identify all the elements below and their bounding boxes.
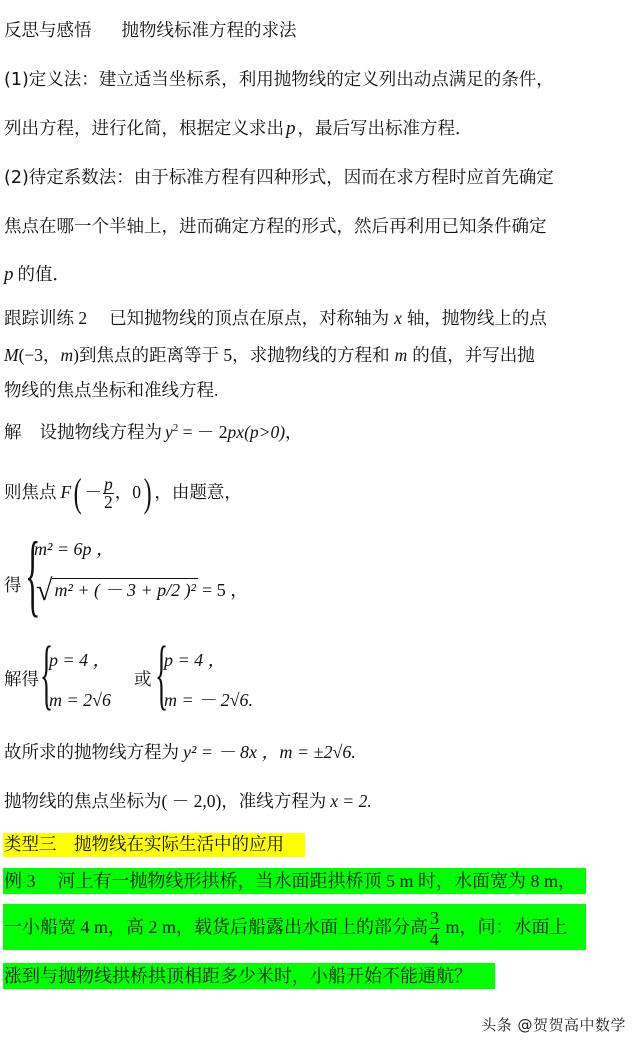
math: ( － 2,0) <box>161 791 222 811</box>
section-subtitle: 抛物线标准方程的求法 <box>121 21 297 41</box>
math: m² + ( － 3 + p/2 )² <box>54 580 197 600</box>
text: 的值． <box>17 265 70 285</box>
system-eq2 <box>36 573 248 608</box>
section-heading <box>4 19 297 43</box>
or-label: 或 <box>134 670 152 690</box>
text: 一小船宽 4 m，高 2 m，载货后船露出水面上的部分高 <box>4 917 428 937</box>
math: = － 2 <box>178 422 228 442</box>
section-title: 反思与感悟 <box>4 21 92 41</box>
text: 已知抛物线的顶点在原点，对称轴为 <box>109 308 390 328</box>
left-brace: { <box>155 630 169 717</box>
result2-eq1: p = 4 ， <box>164 650 226 670</box>
text: m，问：水面上 <box>441 917 568 937</box>
watermark: 头条 @贺贺高中数学 <box>481 1016 626 1034</box>
math: x = 2. <box>330 791 372 811</box>
left-brace: { <box>25 523 41 625</box>
conclusion-line1 <box>4 740 356 765</box>
solution-line2 <box>4 472 242 513</box>
denominator: 4 <box>430 929 439 950</box>
math: px <box>227 422 245 442</box>
denominator: 2 <box>104 491 113 512</box>
right-paren: ) <box>143 470 152 515</box>
math: － <box>84 482 103 502</box>
result2-eq2: m = － 2√6. <box>164 690 254 710</box>
text: ，最后写出标准方程． <box>297 119 473 139</box>
text: ，准线方程为 <box>221 792 327 812</box>
math: ，0 <box>114 482 142 502</box>
method1-line1: (1)定义法：建立适当坐标系，利用抛物线的定义列出动点满足的条件， <box>4 70 554 90</box>
solution-label: 解 <box>4 423 22 443</box>
text: 河上有一抛物线形拱桥，当水面距拱桥顶 5 m 时，水面宽为 8 m， <box>57 871 576 891</box>
var-x: x <box>394 308 402 328</box>
text: ， <box>285 423 303 443</box>
conclusion-line2 <box>4 789 372 814</box>
sqrt-content <box>52 578 198 601</box>
text: 轴，抛物线上的点 <box>406 308 547 328</box>
system-eq1: m² = 6p ， <box>34 539 115 559</box>
result1-eq2: m = 2√6 <box>49 690 112 710</box>
system-label: 得 <box>4 576 22 596</box>
text: (−3， <box>18 345 61 365</box>
sqrt-icon: √ <box>36 574 53 607</box>
result-label: 解得 <box>4 670 39 690</box>
fraction <box>103 473 114 512</box>
var-y: y <box>165 422 173 442</box>
text: 抛物线的焦点坐标为 <box>4 792 162 812</box>
left-paren: ( <box>73 470 82 515</box>
method1-line2 <box>4 117 473 141</box>
fraction <box>429 908 440 949</box>
numerator: p <box>104 473 113 494</box>
solution-line1 <box>4 420 303 445</box>
exercise-label: 跟踪训练 2 <box>4 308 88 328</box>
math: y² = － 8x ，m = ±2√6. <box>183 742 356 762</box>
var-p: p <box>4 264 14 285</box>
text: 设抛物线方程为 <box>39 423 162 443</box>
example3-line1 <box>4 869 576 893</box>
method2-line2: 焦点在哪一个半轴上，进而确定方程的形式，然后再利用已知条件确定 <box>4 217 547 237</box>
text: 列出方程，进行化简，根据定义求出 <box>4 119 284 139</box>
example3-label: 例 3 <box>4 871 36 891</box>
type3-title: 类型三 抛物线在实际生活中的应用 <box>4 835 284 855</box>
var-p: p <box>286 118 296 139</box>
exercise-line1 <box>4 306 547 330</box>
exercise-line3: 物线的焦点坐标和准线方程. <box>4 380 219 400</box>
var-F: F <box>60 482 72 502</box>
example3-line3: 涨到与抛物线拱桥拱顶相距多少米时，小船开始不能通航？ <box>4 966 472 986</box>
exercise-line2 <box>4 343 535 367</box>
example3-line2 <box>4 904 568 950</box>
text: )到焦点的距离等于 5，求抛物线的方程和 <box>73 345 390 365</box>
var-m: m <box>394 345 408 365</box>
var-M: M <box>4 345 19 365</box>
math: (p>0) <box>244 422 286 442</box>
text: 则焦点 <box>4 483 57 503</box>
text: ，由题意， <box>154 483 242 503</box>
method2-line3 <box>4 263 70 287</box>
method2-line1: (2)待定系数法：由于标准方程有四种形式，因而在求方程时应首先确定 <box>4 168 554 188</box>
math: = 5 ， <box>202 580 249 600</box>
result1-eq1: p = 4 ， <box>49 650 111 670</box>
text: 故所求的抛物线方程为 <box>4 743 179 763</box>
text: 的值，并写出抛 <box>412 345 535 365</box>
numerator: 3 <box>430 908 439 929</box>
left-brace: { <box>40 630 54 717</box>
exponent: 2 <box>172 422 179 434</box>
var-m: m <box>60 345 74 365</box>
